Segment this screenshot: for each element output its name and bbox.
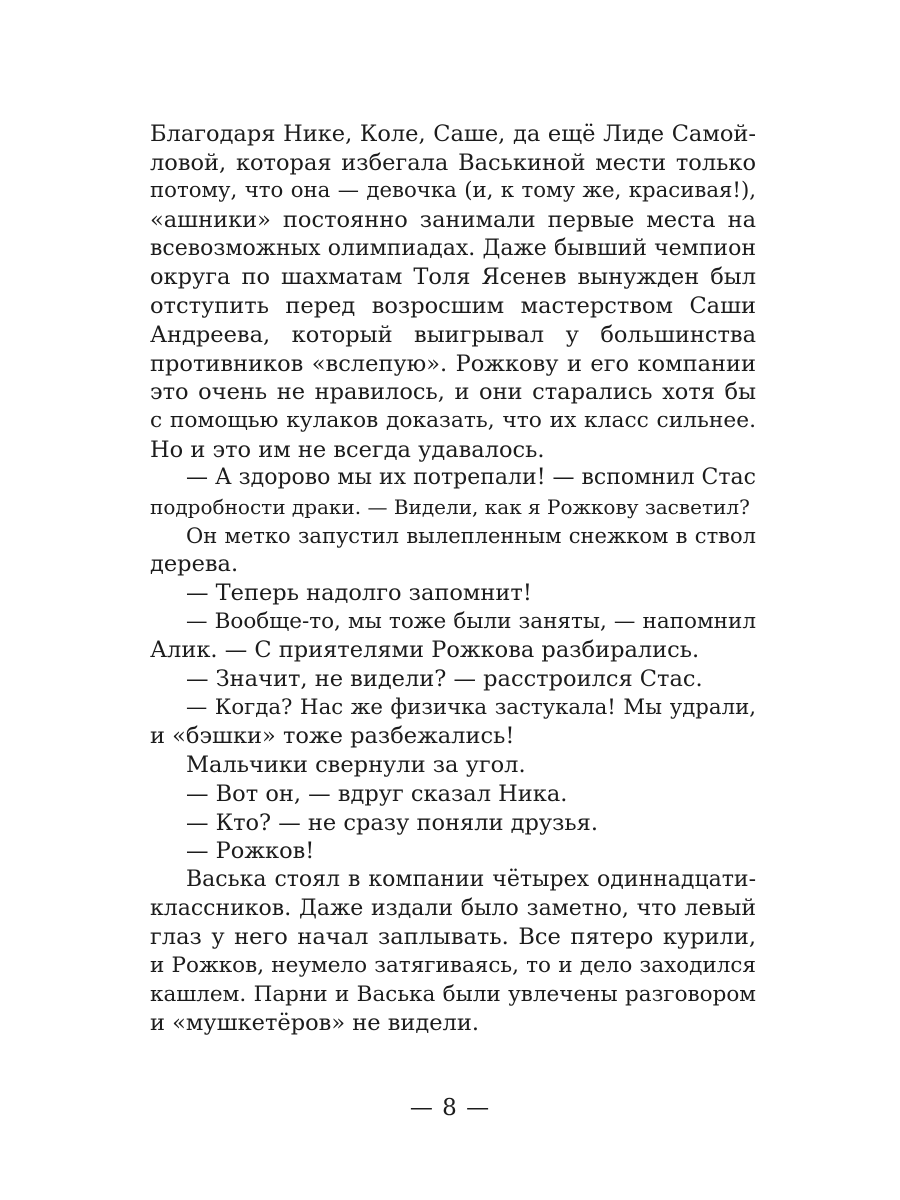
text-line: Алик. — С приятелями Рожкова разбирались.	[150, 637, 700, 664]
text-line: — А здорово мы их потрепали! — вспомнил Стас	[186, 465, 756, 491]
text-line: и «бэшки» тоже разбежались!	[150, 723, 515, 750]
text-line: и Рожков, неумело затягиваясь, то и дело заходился	[150, 952, 756, 978]
text-line: — Кто? — не сразу поняли друзья.	[186, 809, 599, 836]
text-line: — Когда? Нас же физичка застукала! Мы удрали,	[186, 694, 756, 720]
text-line: округа по шахматам Толя Ясенев вынужден был	[150, 264, 756, 291]
page-number: — 8 —	[409, 1095, 491, 1121]
text-line: всевозможных олимпиадах. Даже бывший чемпион	[150, 235, 756, 261]
text-line: — Вообще-то, мы тоже были заняты, — напомнил	[186, 608, 756, 634]
text-line: Благодаря Нике, Коле, Саше, да ещё Лиде Самой-	[150, 121, 756, 147]
text-line: — Вот он, — вдруг сказал Ника.	[186, 780, 568, 807]
text-line: потому, что она — девочка (и, к тому же, красивая!),	[150, 178, 756, 204]
text-line: с помощью кулаков доказать, что их класс сильнее.	[150, 407, 756, 433]
text-line: подробности драки. — Видели, как я Рожкову засветил?	[150, 494, 750, 519]
text-line: и «мушкетёров» не видели.	[150, 1010, 479, 1037]
text-line: кашлем. Парни и Васька были увлечены разговором	[150, 981, 756, 1007]
text-line: Он метко запустил вылепленным снежком в ствол	[186, 523, 756, 548]
text-line: — Теперь надолго запомнит!	[186, 580, 532, 606]
text-line: Мальчики свернули за угол.	[186, 752, 526, 779]
text-line: ловой, которая избегала Васькиной мести только	[150, 149, 756, 176]
text-line: «ашники» постоянно занимали первые места на	[150, 207, 756, 234]
text-line: это очень не нравилось, и они старались хотя бы	[150, 379, 756, 406]
text-line: Андреева, который выигрывал у большинства	[150, 321, 756, 348]
text-line: глаз у него начал заплывать. Все пятеро курили,	[150, 924, 756, 951]
text-line: противников «вслепую». Рожкову и его компании	[150, 350, 756, 377]
text-line: — Значит, не видели? — расстроился Стас.	[186, 666, 703, 693]
text-line: Но и это им не всегда удавалось.	[150, 436, 545, 463]
text-line: отступить перед возросшим мастерством Саши	[150, 293, 756, 320]
text-line: — Рожков!	[186, 838, 315, 865]
body-text	[150, 120, 756, 1038]
text-line: дерева.	[150, 551, 239, 578]
text-line: Васька стоял в компании чётырех одиннадцати-	[186, 866, 756, 892]
text-line: классников. Даже издали было заметно, что левый	[150, 895, 756, 921]
